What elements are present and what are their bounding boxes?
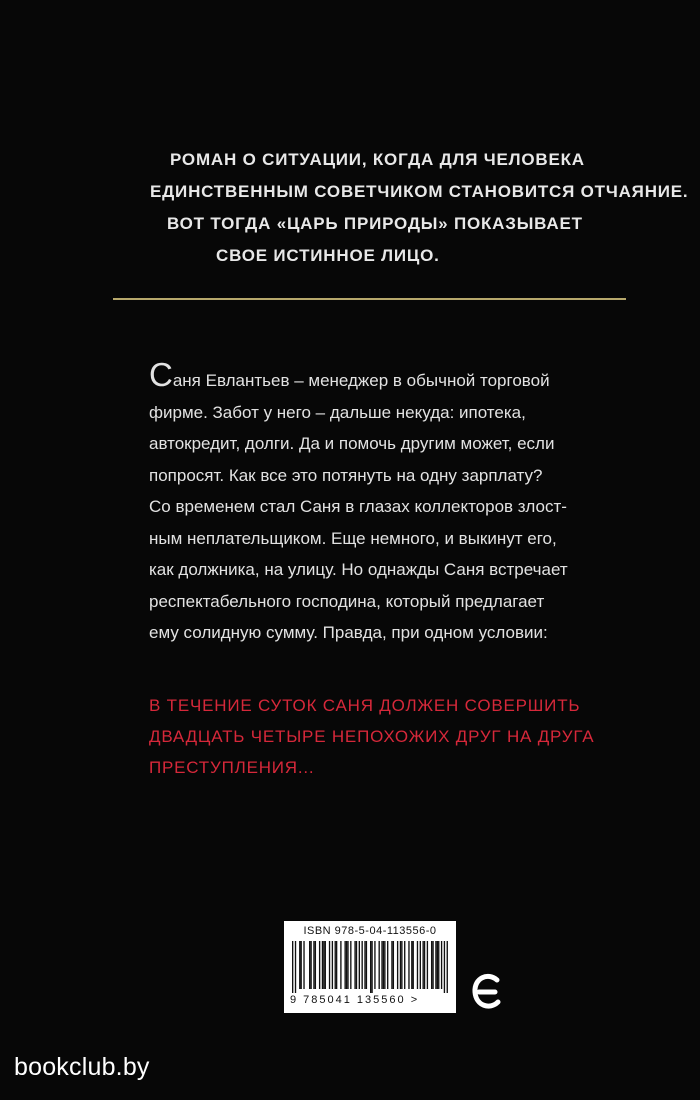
isbn-barcode [284,921,456,1013]
barcode-bar [319,941,320,989]
barcode-bar [413,941,414,989]
description-line: попросят. Как все это потянуть на одну зарплату? [149,465,543,485]
barcode-bar [323,941,324,989]
barcode-bar [366,941,367,989]
description-line: фирме. Забот у него – дальше некуда: ипотека, [149,402,526,422]
barcode-bar [441,941,442,989]
barcode-bar [292,941,293,993]
barcode-bar [401,941,402,989]
description-line: Со временем стал Саня в глазах коллекторов злост- [149,497,567,516]
barcode-bar [303,941,304,989]
description-line: ему солидную сумму. Правда, при одном условии: [149,623,548,642]
barcode-bar [431,941,432,989]
eksmo-logo-icon [470,970,502,1014]
highlight-line: В ТЕЧЕНИЕ СУТОК САНЯ ДОЛЖЕН СОВЕРШИТЬ [149,696,581,715]
barcode-bar [315,941,316,989]
description-line: автокредит, долги. Да и помочь другим может, если [149,434,555,453]
site-watermark: bookclub.by [14,1053,150,1081]
barcode-bar [329,941,330,989]
isbn-number: ISBN 978-5-04-113556-0 [303,925,437,937]
barcode-bar [447,941,448,993]
book-description [149,356,619,649]
barcode-bar [417,941,418,989]
description-line: респектабельного господина, который предлагает [149,591,545,611]
highlight-line: ДВАДЦАТЬ ЧЕТЫРЕ НЕПОХОЖИХ ДРУГ НА ДРУГА [149,727,595,746]
description-line: ным неплательщиком. Еще немного, и выкинут его, [149,528,557,548]
tagline [150,144,689,272]
dropcap-letter: С [149,356,173,393]
barcode-bar [393,941,394,989]
barcode-bar [383,941,384,989]
barcode-bar [370,941,371,993]
barcode-bar [309,941,310,989]
barcode-bar [335,941,336,989]
barcode-bar [336,941,337,989]
barcode-bar [400,941,401,989]
barcode-bar [299,941,300,989]
barcode-bar [350,941,351,989]
barcode-bar [325,941,326,989]
description-line: как должника, на улицу. Но однажды Саня встречает [149,560,568,579]
barcode-bar [346,941,347,989]
barcode-bar [340,941,341,989]
barcode-bar [347,941,348,989]
barcode-bar [391,941,392,989]
barcode-bar [356,941,357,989]
barcode-bar [404,941,405,989]
highlight-line: ПРЕСТУПЛЕНИЯ... [149,758,315,777]
barcode-bar [313,941,314,989]
barcode-bar [301,941,302,989]
barcode-bar [387,941,388,989]
barcode-bar [422,941,423,989]
barcode-bar [397,941,398,989]
highlight-text [149,690,619,783]
barcode-bars-icon [292,941,448,993]
barcode-bar [435,941,436,989]
barcode-bar [381,941,382,989]
description-line: Саня Евлантьев – менеджер в обычной торговой [149,356,550,393]
barcode-bar [437,941,438,989]
barcode-bar [322,941,323,989]
barcode-bar [384,941,385,989]
tagline-line: ВОТ ТОГДА «ЦАРЬ ПРИРОДЫ» ПОКАЗЫВАЕТ [167,214,583,233]
barcode-bar [310,941,311,989]
barcode-bar [408,941,409,989]
barcode-bar [432,941,433,989]
barcode-bar [359,941,360,989]
barcode-bar [344,941,345,989]
barcode-bar [364,941,365,989]
tagline-line: СВОЕ ИСТИННОЕ ЛИЦО. [216,246,440,265]
barcode-bar [332,941,333,989]
barcode-bar [354,941,355,989]
barcode-bar [444,941,445,993]
barcode-bar [379,941,380,989]
barcode-bar [411,941,412,989]
barcode-digits: 9 785041 135560 > [290,994,420,1006]
gold-divider [113,298,626,300]
tagline-line: ЕДИНСТВЕННЫМ СОВЕТЧИКОМ СТАНОВИТСЯ ОТЧАЯНИЕ. [150,182,689,201]
barcode-bar [424,941,425,989]
tagline-line: РОМАН О СИТУАЦИИ, КОГДА ДЛЯ ЧЕЛОВЕКА [170,150,585,169]
barcode-bar [438,941,439,989]
barcode-bar [361,941,362,989]
barcode-bar [371,941,372,993]
barcode-bar [420,941,421,989]
barcode-bar [374,941,375,989]
barcode-bar [295,941,296,993]
barcode-bar [427,941,428,989]
